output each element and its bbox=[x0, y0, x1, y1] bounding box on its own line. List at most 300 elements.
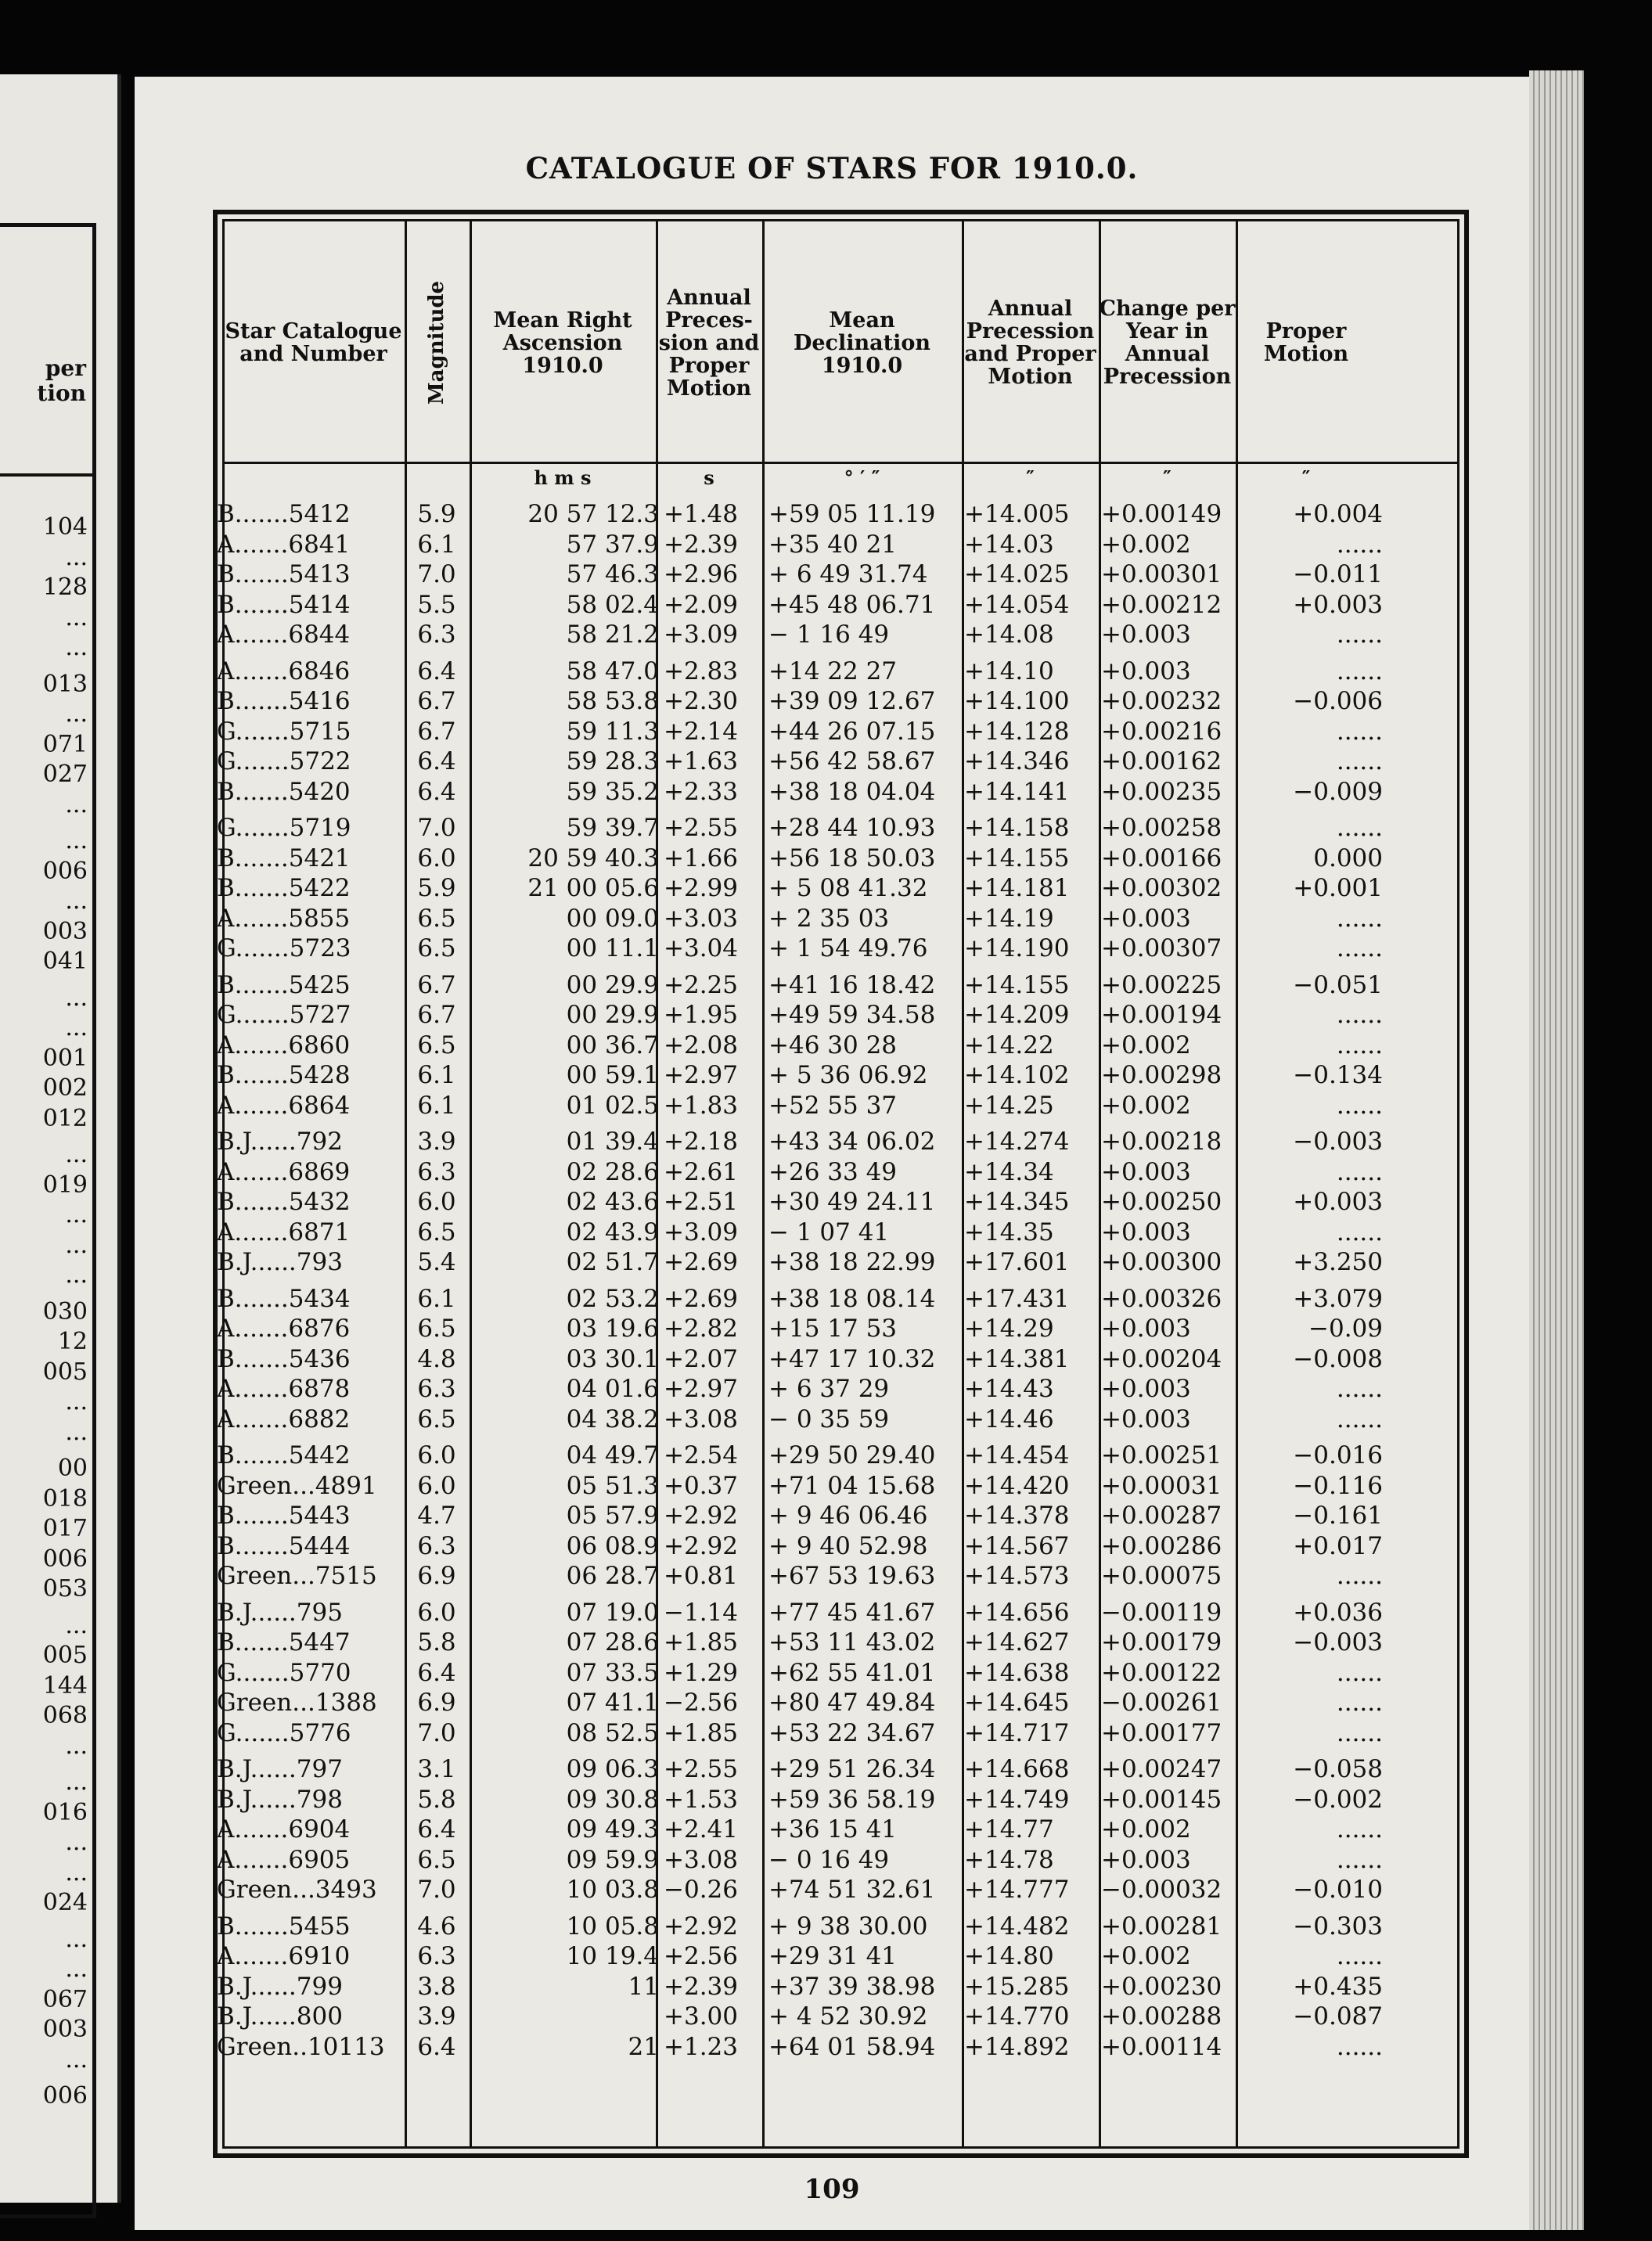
cell-magnitude: 3.1 bbox=[417, 1755, 456, 1783]
cell-proper-motion: ...... bbox=[1336, 1718, 1383, 1747]
cell-change-per-year: +0.00212 bbox=[1101, 590, 1222, 619]
cell-magnitude: 7.0 bbox=[417, 814, 456, 842]
cell-right-ascension: 00 29.9 bbox=[566, 1001, 659, 1029]
cell-proper-motion: −0.303 bbox=[1293, 1912, 1383, 1941]
cell-dec-precession: +14.573 bbox=[964, 1562, 1070, 1590]
cell-magnitude: 6.3 bbox=[417, 621, 456, 649]
left-page-value: ... bbox=[65, 700, 88, 728]
cell-declination: +49 59 34.58 bbox=[768, 1001, 936, 1029]
table-row bbox=[135, 1941, 1529, 1972]
table-row bbox=[135, 1718, 1529, 1749]
cell-star-number: A.......6876 bbox=[217, 1315, 351, 1343]
cell-right-ascension: 59 35.2 bbox=[566, 777, 659, 806]
cell-ra-precession: +2.97 bbox=[664, 1061, 738, 1089]
table-row bbox=[135, 1785, 1529, 1815]
cell-ra-precession: +3.03 bbox=[664, 904, 738, 933]
cell-magnitude: 7.0 bbox=[417, 1718, 456, 1747]
cell-right-ascension: 58 53.8 bbox=[566, 687, 659, 715]
cell-dec-precession: +14.155 bbox=[964, 844, 1070, 872]
cell-star-number: B.......5413 bbox=[217, 560, 351, 588]
cell-change-per-year: +0.002 bbox=[1101, 1091, 1191, 1120]
cell-change-per-year: +0.00075 bbox=[1101, 1562, 1222, 1590]
cell-dec-precession: +14.656 bbox=[964, 1598, 1070, 1627]
cell-ra-precession: +2.96 bbox=[664, 560, 738, 588]
table-row bbox=[135, 1815, 1529, 1845]
cell-ra-precession: +1.48 bbox=[664, 500, 738, 528]
cell-proper-motion: ...... bbox=[1336, 717, 1383, 746]
table-row bbox=[135, 559, 1529, 590]
cell-change-per-year: +0.00177 bbox=[1101, 1718, 1222, 1747]
cell-ra-precession: +2.92 bbox=[664, 1531, 738, 1560]
cell-dec-precession: +14.100 bbox=[964, 687, 1070, 715]
cell-dec-precession: +14.668 bbox=[964, 1755, 1070, 1783]
cell-ra-precession: +2.08 bbox=[664, 1031, 738, 1059]
cell-right-ascension: 01 02.5 bbox=[566, 1091, 659, 1120]
unit-proper: ″ bbox=[1301, 466, 1311, 489]
cell-dec-precession: +14.10 bbox=[964, 656, 1054, 685]
cell-dec-precession: +14.77 bbox=[964, 1815, 1054, 1844]
cell-change-per-year: +0.00251 bbox=[1101, 1441, 1222, 1469]
cell-ra-precession: +2.92 bbox=[664, 1502, 738, 1530]
page-number: 109 bbox=[804, 2174, 860, 2205]
cell-star-number: B.......5420 bbox=[217, 777, 351, 806]
left-page-value: 003 bbox=[42, 2016, 88, 2043]
cell-change-per-year: +0.00122 bbox=[1101, 1658, 1222, 1687]
cell-change-per-year: +0.003 bbox=[1101, 621, 1191, 649]
cell-star-number: Green...1388 bbox=[217, 1689, 377, 1717]
cell-dec-precession: +14.054 bbox=[964, 590, 1070, 619]
cell-proper-motion: −0.161 bbox=[1293, 1502, 1383, 1530]
cell-ra-precession: +1.29 bbox=[664, 1658, 738, 1687]
cell-proper-motion: +0.001 bbox=[1293, 874, 1383, 902]
header-change-per-year: Change per Year in Annual Precession bbox=[1099, 297, 1236, 389]
cell-change-per-year: +0.00281 bbox=[1101, 1912, 1222, 1941]
cell-declination: +35 40 21 bbox=[768, 530, 898, 559]
cell-right-ascension: 04 01.6 bbox=[566, 1375, 659, 1403]
header-right-ascension: Mean Right Ascension 1910.0 bbox=[493, 308, 632, 378]
cell-dec-precession: +14.46 bbox=[964, 1405, 1054, 1433]
header-dec-precession: Annual Precession and Proper Motion bbox=[964, 297, 1096, 389]
cell-magnitude: 5.9 bbox=[417, 500, 456, 528]
cell-right-ascension: 09 59.9 bbox=[566, 1845, 659, 1874]
cell-ra-precession: +1.95 bbox=[664, 1001, 738, 1029]
cell-proper-motion: ...... bbox=[1336, 1942, 1383, 1970]
cell-magnitude: 3.8 bbox=[417, 1972, 456, 2001]
cell-proper-motion: ...... bbox=[1336, 621, 1383, 649]
cell-proper-motion: −0.134 bbox=[1293, 1061, 1383, 1089]
cell-declination: +38 18 22.99 bbox=[768, 1248, 936, 1276]
cell-ra-precession: +2.99 bbox=[664, 874, 738, 902]
cell-right-ascension: 04 49.7 bbox=[566, 1441, 659, 1469]
cell-star-number: B.......5436 bbox=[217, 1344, 351, 1373]
cell-right-ascension: 05 57.9 bbox=[566, 1502, 659, 1530]
left-page-header: per tion bbox=[37, 355, 86, 406]
cell-declination: +38 18 04.04 bbox=[768, 777, 936, 806]
cell-star-number: B.J......798 bbox=[217, 1785, 343, 1814]
cell-proper-motion: ...... bbox=[1336, 1157, 1383, 1186]
cell-proper-motion: ...... bbox=[1336, 1562, 1383, 1590]
cell-proper-motion: ...... bbox=[1336, 656, 1383, 685]
left-page-value: ... bbox=[65, 1231, 88, 1259]
left-page-value: 012 bbox=[42, 1104, 88, 1132]
left-page-value: 005 bbox=[42, 1358, 88, 1386]
cell-magnitude: 6.3 bbox=[417, 1531, 456, 1560]
cell-magnitude: 6.0 bbox=[417, 1598, 456, 1627]
cell-change-per-year: +0.003 bbox=[1101, 1375, 1191, 1403]
cell-right-ascension: 11 bbox=[628, 1972, 659, 2001]
cell-ra-precession: +3.00 bbox=[664, 2002, 738, 2031]
cell-proper-motion: +0.017 bbox=[1293, 1531, 1383, 1560]
cell-ra-precession: +1.63 bbox=[664, 747, 738, 775]
table-row bbox=[135, 2032, 1529, 2063]
cell-right-ascension: 07 33.5 bbox=[566, 1658, 659, 1687]
cell-star-number: G.......5722 bbox=[217, 747, 351, 775]
cell-ra-precession: +2.69 bbox=[664, 1248, 738, 1276]
cell-right-ascension: 10 05.8 bbox=[566, 1912, 659, 1941]
cell-declination: +43 34 06.02 bbox=[768, 1128, 936, 1156]
table-row bbox=[135, 1247, 1529, 1278]
cell-ra-precession: +2.69 bbox=[664, 1284, 738, 1313]
table-row bbox=[135, 904, 1529, 934]
cell-star-number: A.......6878 bbox=[217, 1375, 351, 1403]
cell-ra-precession: +2.92 bbox=[664, 1912, 738, 1941]
cell-change-per-year: +0.00286 bbox=[1101, 1531, 1222, 1560]
cell-ra-precession: +2.09 bbox=[664, 590, 738, 619]
table-row bbox=[135, 1972, 1529, 2002]
left-page-value: 071 bbox=[42, 730, 88, 758]
cell-proper-motion: ...... bbox=[1336, 1001, 1383, 1029]
left-page-value: ... bbox=[65, 603, 88, 631]
cell-dec-precession: +14.19 bbox=[964, 904, 1054, 933]
header-magnitude-label: Magnitude bbox=[425, 280, 449, 405]
cell-right-ascension: 20 57 12.3 bbox=[527, 500, 659, 528]
cell-right-ascension: 58 47.0 bbox=[566, 656, 659, 685]
cell-proper-motion: ...... bbox=[1336, 1031, 1383, 1059]
cell-magnitude: 6.0 bbox=[417, 844, 456, 872]
cell-star-number: B.......5443 bbox=[217, 1502, 351, 1530]
cell-star-number: B.......5455 bbox=[217, 1912, 351, 1941]
left-page-value: ... bbox=[65, 1141, 88, 1168]
cell-change-per-year: +0.00218 bbox=[1101, 1128, 1222, 1156]
cell-declination: − 1 07 41 bbox=[768, 1218, 890, 1246]
cell-ra-precession: +2.39 bbox=[664, 1972, 738, 2001]
cell-proper-motion: −0.058 bbox=[1293, 1755, 1383, 1783]
cell-magnitude: 6.4 bbox=[417, 777, 456, 806]
cell-magnitude: 6.4 bbox=[417, 747, 456, 775]
left-page-value: 030 bbox=[42, 1297, 88, 1326]
cell-magnitude: 4.6 bbox=[417, 1912, 456, 1941]
cell-change-per-year: +0.00149 bbox=[1101, 500, 1222, 528]
cell-dec-precession: +15.285 bbox=[964, 1972, 1070, 2001]
cell-ra-precession: +2.82 bbox=[664, 1315, 738, 1343]
cell-declination: +80 47 49.84 bbox=[768, 1689, 936, 1717]
cell-dec-precession: +14.141 bbox=[964, 777, 1070, 806]
cell-magnitude: 6.1 bbox=[417, 1091, 456, 1120]
cell-dec-precession: +17.601 bbox=[964, 1248, 1070, 1276]
cell-right-ascension: 00 59.1 bbox=[566, 1061, 659, 1089]
cell-proper-motion: ...... bbox=[1336, 2032, 1383, 2061]
cell-dec-precession: +14.627 bbox=[964, 1628, 1070, 1656]
cell-declination: +59 05 11.19 bbox=[768, 500, 936, 528]
cell-right-ascension: 05 51.3 bbox=[566, 1471, 659, 1500]
cell-declination: +77 45 41.67 bbox=[768, 1598, 936, 1627]
left-page-value: 12 bbox=[57, 1328, 88, 1355]
left-page-value: 006 bbox=[42, 857, 88, 885]
cell-star-number: A.......6844 bbox=[217, 621, 351, 649]
cell-ra-precession: +2.55 bbox=[664, 1755, 738, 1783]
table-row bbox=[135, 717, 1529, 747]
left-page-value: ... bbox=[65, 1418, 88, 1446]
cell-change-per-year: +0.003 bbox=[1101, 1218, 1191, 1246]
cell-ra-precession: +2.30 bbox=[664, 687, 738, 715]
cell-magnitude: 5.5 bbox=[417, 590, 456, 619]
cell-proper-motion: ...... bbox=[1336, 904, 1383, 933]
cell-dec-precession: +14.346 bbox=[964, 747, 1070, 775]
cell-magnitude: 6.5 bbox=[417, 1845, 456, 1874]
cell-change-per-year: +0.00250 bbox=[1101, 1188, 1222, 1216]
cell-right-ascension: 08 52.5 bbox=[566, 1718, 659, 1747]
cell-magnitude: 6.7 bbox=[417, 687, 456, 715]
cell-declination: +67 53 19.63 bbox=[768, 1562, 936, 1590]
cell-declination: + 2 35 03 bbox=[768, 904, 890, 933]
cell-star-number: A.......6869 bbox=[217, 1157, 351, 1186]
cell-change-per-year: +0.00166 bbox=[1101, 844, 1222, 872]
cell-magnitude: 6.9 bbox=[417, 1562, 456, 1590]
left-page-value: 068 bbox=[42, 1702, 88, 1729]
table-row bbox=[135, 1501, 1529, 1531]
cell-declination: +52 55 37 bbox=[768, 1091, 898, 1120]
left-page-value: ... bbox=[65, 634, 88, 661]
book-page bbox=[135, 77, 1529, 2230]
cell-ra-precession: +2.18 bbox=[664, 1128, 738, 1156]
cell-change-per-year: +0.003 bbox=[1101, 1845, 1191, 1874]
cell-star-number: B.J......799 bbox=[217, 1972, 343, 2001]
cell-dec-precession: +14.378 bbox=[964, 1502, 1070, 1530]
cell-ra-precession: +2.56 bbox=[664, 1942, 738, 1970]
cell-proper-motion: ...... bbox=[1336, 814, 1383, 842]
cell-magnitude: 6.3 bbox=[417, 1942, 456, 1970]
cell-magnitude: 6.0 bbox=[417, 1188, 456, 1216]
left-page-value: 006 bbox=[42, 2082, 88, 2110]
cell-declination: +53 11 43.02 bbox=[768, 1628, 936, 1656]
cell-right-ascension: 59 39.7 bbox=[566, 814, 659, 842]
table-row bbox=[135, 777, 1529, 808]
cell-magnitude: 6.3 bbox=[417, 1375, 456, 1403]
cell-star-number: B.......5434 bbox=[217, 1284, 351, 1313]
cell-magnitude: 6.7 bbox=[417, 717, 456, 746]
cell-change-per-year: +0.00247 bbox=[1101, 1755, 1222, 1783]
cell-proper-motion: −0.087 bbox=[1293, 2002, 1383, 2031]
cell-star-number: A.......6860 bbox=[217, 1031, 351, 1059]
table-row bbox=[135, 499, 1529, 530]
cell-dec-precession: +14.770 bbox=[964, 2002, 1070, 2031]
table-row bbox=[135, 1688, 1529, 1718]
table-row bbox=[135, 873, 1529, 904]
cell-ra-precession: +2.55 bbox=[664, 814, 738, 842]
unit-change: ″ bbox=[1163, 466, 1172, 489]
cell-change-per-year: +0.00302 bbox=[1101, 874, 1222, 902]
cell-dec-precession: +14.155 bbox=[964, 970, 1070, 999]
table-row bbox=[135, 844, 1529, 874]
cell-change-per-year: +0.00288 bbox=[1101, 2002, 1222, 2031]
cell-star-number: A.......6904 bbox=[217, 1815, 351, 1844]
table-row bbox=[135, 1471, 1529, 1502]
cell-dec-precession: +14.209 bbox=[964, 1001, 1070, 1029]
cell-star-number: A.......6864 bbox=[217, 1091, 351, 1120]
cell-ra-precession: +2.41 bbox=[664, 1815, 738, 1844]
left-page-values bbox=[0, 513, 88, 2112]
cell-change-per-year: +0.002 bbox=[1101, 1942, 1191, 1970]
cell-proper-motion: ...... bbox=[1336, 1375, 1383, 1403]
cell-star-number: A.......6905 bbox=[217, 1845, 351, 1874]
left-page-value: 067 bbox=[42, 1985, 88, 2013]
cell-star-number: B.......5428 bbox=[217, 1061, 351, 1089]
cell-right-ascension: 09 06.3 bbox=[566, 1755, 659, 1783]
left-page-value: ... bbox=[65, 1829, 88, 1856]
cell-proper-motion: −0.016 bbox=[1293, 1441, 1383, 1469]
table-row bbox=[135, 620, 1529, 650]
cell-change-per-year: +0.00225 bbox=[1101, 970, 1222, 999]
cell-right-ascension: 07 28.6 bbox=[566, 1628, 659, 1656]
table-row bbox=[135, 933, 1529, 964]
cell-ra-precession: +1.23 bbox=[664, 2032, 738, 2061]
cell-star-number: G.......5719 bbox=[217, 814, 351, 842]
left-page-value: ... bbox=[65, 887, 88, 915]
cell-star-number: B.......5442 bbox=[217, 1441, 351, 1469]
cell-proper-motion: +0.004 bbox=[1293, 500, 1383, 528]
cell-star-number: B.J......792 bbox=[217, 1128, 343, 1156]
cell-declination: +74 51 32.61 bbox=[768, 1876, 936, 1904]
cell-declination: +30 49 24.11 bbox=[768, 1188, 936, 1216]
cell-ra-precession: +2.54 bbox=[664, 1441, 738, 1469]
table-row bbox=[135, 1060, 1529, 1091]
table-row bbox=[135, 1754, 1529, 1785]
cell-star-number: B.......5444 bbox=[217, 1531, 351, 1560]
cell-magnitude: 4.7 bbox=[417, 1502, 456, 1530]
cell-magnitude: 6.1 bbox=[417, 530, 456, 559]
page-title: CATALOGUE OF STARS FOR 1910.0. bbox=[525, 151, 1139, 185]
cell-proper-motion: −0.008 bbox=[1293, 1344, 1383, 1373]
header-magnitude bbox=[405, 225, 470, 460]
cell-change-per-year: +0.00114 bbox=[1101, 2032, 1222, 2061]
cell-star-number: B.J......800 bbox=[217, 2002, 343, 2031]
left-page-value: 001 bbox=[42, 1044, 88, 1072]
cell-change-per-year: +0.00301 bbox=[1101, 560, 1222, 588]
cell-declination: + 6 49 31.74 bbox=[768, 560, 928, 588]
cell-magnitude: 6.0 bbox=[417, 1471, 456, 1500]
cell-dec-precession: +14.190 bbox=[964, 934, 1070, 962]
cell-star-number: B.......5416 bbox=[217, 687, 351, 715]
cell-proper-motion: ...... bbox=[1336, 1689, 1383, 1717]
cell-star-number: Green...4891 bbox=[217, 1471, 377, 1500]
cell-dec-precession: +14.43 bbox=[964, 1375, 1054, 1403]
cell-declination: +29 50 29.40 bbox=[768, 1441, 936, 1469]
cell-magnitude: 7.0 bbox=[417, 560, 456, 588]
cell-declination: +44 26 07.15 bbox=[768, 717, 936, 746]
left-page-value: 016 bbox=[42, 1798, 88, 1826]
cell-declination: + 9 38 30.00 bbox=[768, 1912, 928, 1941]
cell-star-number: G.......5770 bbox=[217, 1658, 351, 1687]
cell-ra-precession: +2.51 bbox=[664, 1188, 738, 1216]
cell-right-ascension: 20 59 40.3 bbox=[527, 844, 659, 872]
cell-magnitude: 6.4 bbox=[417, 1658, 456, 1687]
cell-proper-motion: ...... bbox=[1336, 1218, 1383, 1246]
cell-right-ascension: 00 09.0 bbox=[566, 904, 659, 933]
table-row bbox=[135, 1561, 1529, 1592]
cell-dec-precession: +14.749 bbox=[964, 1785, 1070, 1814]
cell-change-per-year: +0.002 bbox=[1101, 530, 1191, 559]
cell-change-per-year: +0.00326 bbox=[1101, 1284, 1222, 1313]
cell-star-number: B.......5422 bbox=[217, 874, 351, 902]
table-row bbox=[135, 1845, 1529, 1876]
cell-dec-precession: +14.158 bbox=[964, 814, 1070, 842]
left-page-value: 019 bbox=[42, 1171, 88, 1199]
cell-proper-motion: ...... bbox=[1336, 1091, 1383, 1120]
cell-right-ascension: 06 08.9 bbox=[566, 1531, 659, 1560]
cell-ra-precession: +3.09 bbox=[664, 621, 738, 649]
cell-proper-motion: 0.000 bbox=[1313, 844, 1383, 872]
cell-proper-motion: ...... bbox=[1336, 747, 1383, 775]
left-page-value: ... bbox=[65, 1611, 88, 1639]
table-row bbox=[135, 1405, 1529, 1435]
table-row bbox=[135, 813, 1529, 844]
cell-change-per-year: +0.002 bbox=[1101, 1815, 1191, 1844]
cell-declination: − 0 16 49 bbox=[768, 1845, 890, 1874]
left-page-value: ... bbox=[65, 1858, 88, 1887]
cell-ra-precession: +2.25 bbox=[664, 970, 738, 999]
cell-ra-precession: −2.56 bbox=[664, 1689, 738, 1717]
cell-magnitude: 6.7 bbox=[417, 970, 456, 999]
cell-right-ascension: 58 02.4 bbox=[566, 590, 659, 619]
cell-magnitude: 5.9 bbox=[417, 874, 456, 902]
left-page-value: ... bbox=[65, 790, 88, 818]
cell-declination: +53 22 34.67 bbox=[768, 1718, 936, 1747]
table-row bbox=[135, 590, 1529, 621]
cell-magnitude: 5.4 bbox=[417, 1248, 456, 1276]
table-row bbox=[135, 1031, 1529, 1061]
left-page-value: ... bbox=[65, 1014, 88, 1041]
left-page-value: 00 bbox=[57, 1455, 88, 1482]
table-row bbox=[135, 1000, 1529, 1031]
cell-ra-precession: +0.81 bbox=[664, 1562, 738, 1590]
cell-proper-motion: −0.051 bbox=[1293, 970, 1383, 999]
cell-right-ascension: 59 11.3 bbox=[566, 717, 659, 746]
cell-declination: + 9 40 52.98 bbox=[768, 1531, 928, 1560]
cell-star-number: B.......5414 bbox=[217, 590, 351, 619]
header-ra-precession: Annual Preces-sion and Proper Motion bbox=[658, 285, 760, 401]
cell-magnitude: 7.0 bbox=[417, 1876, 456, 1904]
cell-declination: +28 44 10.93 bbox=[768, 814, 936, 842]
cell-proper-motion: −0.009 bbox=[1293, 777, 1383, 806]
cell-proper-motion: −0.116 bbox=[1293, 1471, 1383, 1500]
cell-ra-precession: +0.37 bbox=[664, 1471, 738, 1500]
cell-declination: +29 31 41 bbox=[768, 1942, 898, 1970]
cell-star-number: Green...3493 bbox=[217, 1876, 377, 1904]
cell-ra-precession: +3.09 bbox=[664, 1218, 738, 1246]
cell-ra-precession: +2.39 bbox=[664, 530, 738, 559]
cell-change-per-year: +0.00287 bbox=[1101, 1502, 1222, 1530]
header-star-catalogue: Star Catalogue and Number bbox=[225, 319, 402, 366]
cell-dec-precession: +14.25 bbox=[964, 1091, 1054, 1120]
left-page-value: 002 bbox=[42, 1074, 88, 1102]
cell-proper-motion: −0.003 bbox=[1293, 1628, 1383, 1656]
cell-declination: + 6 37 29 bbox=[768, 1375, 890, 1403]
cell-change-per-year: +0.003 bbox=[1101, 656, 1191, 685]
table-row bbox=[135, 746, 1529, 777]
cell-dec-precession: +14.08 bbox=[964, 621, 1054, 649]
cell-right-ascension: 03 19.6 bbox=[566, 1315, 659, 1343]
cell-right-ascension: 07 19.0 bbox=[566, 1598, 659, 1627]
